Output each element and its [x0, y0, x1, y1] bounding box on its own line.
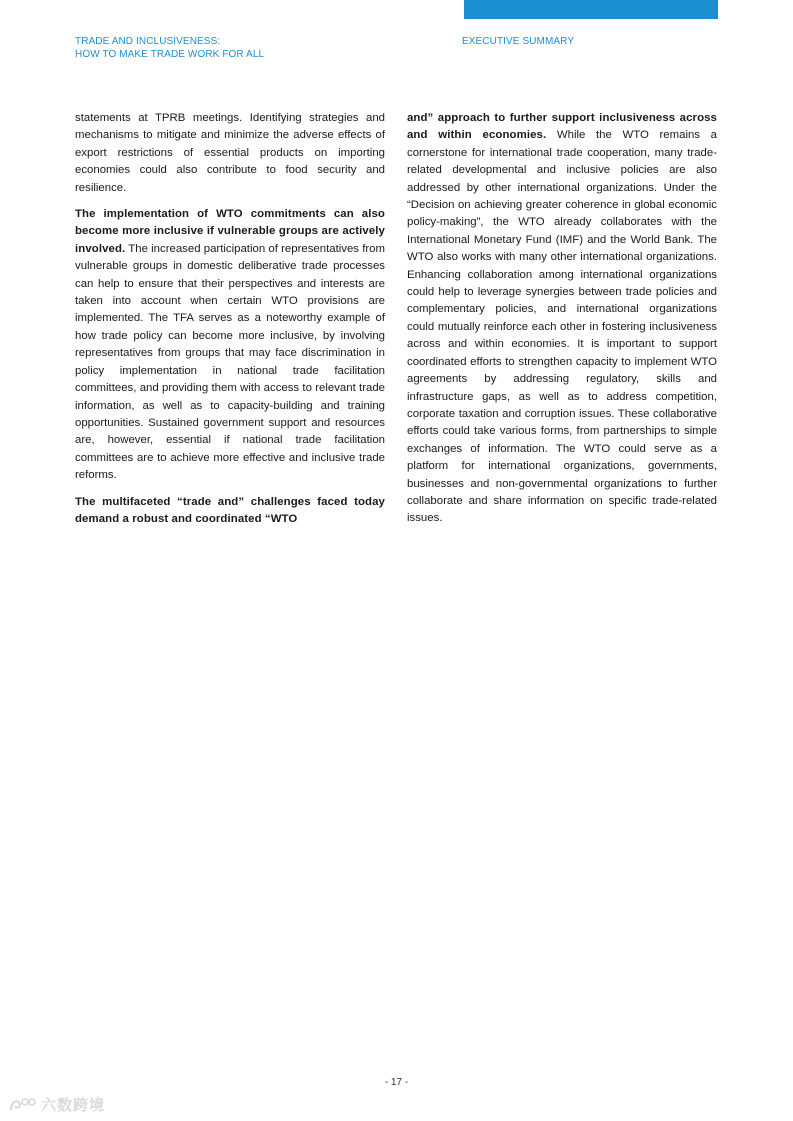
- paragraph-lead: and” approach to further support inclusiveness across and within economies.: [407, 112, 717, 142]
- paragraph: [407, 110, 717, 528]
- document-title-line2: HOW TO MAKE TRADE WORK FOR ALL: [75, 48, 265, 60]
- paragraph-lead: The multifaceted “trade and” challenges faced today demand a robust and coordinated “WTO: [75, 495, 385, 525]
- paragraph-text: While the WTO remains a cornerstone for international trade cooperation, many trade-related developmental and inclusive policies are also addressed by other international organizations. Under the “Decision on achieving greater coherence in global economic policy-making”, the WTO already collaborates with the International Monetary Fund (IMF) and the World Bank. The WTO also works with many other international organizations. Enhancing collaboration among international organizations could help to leverage synergies between trade policies and complementary policies, and international organizations could mutually reinforce each other in fostering inclusiveness across and within economies. It is important to support coordinated efforts to strengthen capacity to implement WTO agreements by addressing regulatory, skills and infrastructure gaps, as well as to address competition, corporate taxation and corruption issues. These collaborative efforts could take various forms, from partnerships to simple exchanges of information. The WTO could serve as a platform for international organizations, governments, businesses and non-governmental organizations to further collaborate and share information on specific trade-related issues.: [407, 129, 717, 525]
- paragraph: [75, 494, 385, 529]
- header-accent-bar: [464, 0, 718, 19]
- left-column: [75, 110, 385, 537]
- watermark: [8, 1094, 105, 1115]
- page-number: - 17 -: [384, 1077, 409, 1088]
- paragraph-text: The increased participation of representatives from vulnerable groups in domestic deliberative trade processes can help to ensure that their perspectives and interests are taken into account when certain WTO provisions are implemented. The TFA serves as a noteworthy example of how trade policy can become more inclusive, by involving representatives from groups that may face discrimination in policy implementation in national trade facilitation committees, and providing them with access to relevant trade information, as well as to capacity-building and training opportunities. Sustained government support and resources are, however, essential if national trade facilitation committees are to achieve more effective and inclusive trade reforms.: [75, 242, 385, 482]
- section-title: EXECUTIVE SUMMARY: [462, 36, 575, 47]
- right-column: [407, 110, 717, 537]
- document-title: [75, 36, 264, 61]
- paragraph-text: statements at TPRB meetings. Identifying strategies and mechanisms to mitigate and minimize the adverse effects of export restrictions of essential products on importing economies could also contribute to food security and resilience.: [75, 112, 385, 194]
- watermark-text: 六数跨境: [41, 1097, 106, 1114]
- logo-icon: [8, 1095, 38, 1115]
- paragraph: [75, 110, 385, 197]
- document-title-line1: TRADE AND INCLUSIVENESS:: [75, 36, 221, 47]
- paragraph: [75, 206, 385, 485]
- paragraph-lead: The implementation of WTO commitments can also become more inclusive if vulnerable groups are actively involved.: [75, 208, 385, 255]
